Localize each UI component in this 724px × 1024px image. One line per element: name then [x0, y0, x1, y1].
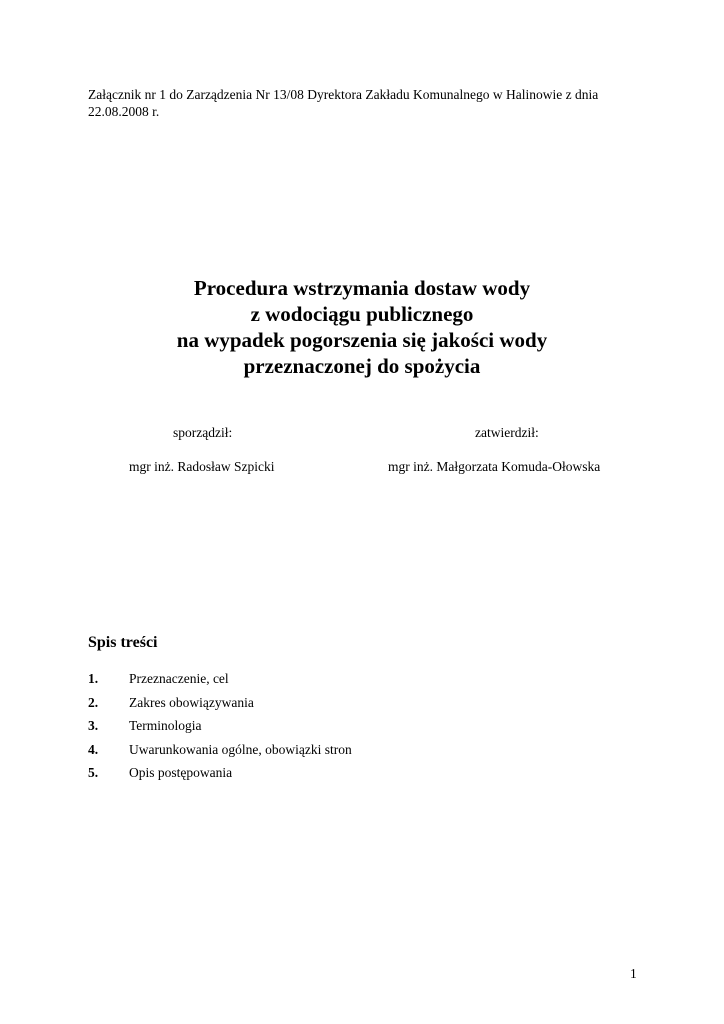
- approved-by-name: mgr inż. Małgorzata Komuda-Ołowska: [388, 459, 601, 474]
- toc-item-number: 2.: [88, 694, 99, 710]
- toc-item-label: Uwarunkowania ogólne, obowiązki stron: [129, 741, 352, 757]
- toc-heading: Spis treści: [88, 634, 158, 651]
- title-line: z wodociągu publicznego: [250, 302, 474, 326]
- toc-item: [88, 694, 352, 718]
- toc-item: [88, 764, 352, 788]
- attachment-note: Załącznik nr 1 do Zarządzenia Nr 13/08 Dyrektora Zakładu Komunalnego w Halinowie z dnia 22.08.2008 r.: [88, 87, 599, 119]
- prepared-by-name: mgr inż. Radosław Szpicki: [129, 459, 275, 474]
- approved-by-label: zatwierdził:: [475, 425, 539, 440]
- toc-item-label: Zakres obowiązywania: [129, 694, 254, 710]
- toc-item-label: Przeznaczenie, cel: [129, 671, 229, 686]
- toc-item-number: 5.: [88, 765, 99, 780]
- prepared-by-label: sporządził:: [173, 425, 233, 440]
- toc-item: [88, 741, 352, 765]
- toc-item: [88, 670, 352, 694]
- toc-item-number: 4.: [88, 741, 99, 757]
- title-line: na wypadek pogorszenia się jakości wody: [176, 328, 548, 352]
- title-line: przeznaczonej do spożycia: [243, 354, 481, 378]
- page-number: 1: [630, 966, 637, 981]
- table-of-contents: [88, 670, 352, 788]
- document-title: [0, 275, 724, 379]
- toc-item-label: Opis postępowania: [129, 765, 233, 780]
- toc-item-number: 3.: [88, 718, 99, 733]
- toc-item-label: Terminologia: [129, 718, 202, 733]
- toc-item-number: 1.: [88, 671, 99, 686]
- toc-item: [88, 717, 352, 741]
- title-line: Procedura wstrzymania dostaw wody: [193, 276, 531, 300]
